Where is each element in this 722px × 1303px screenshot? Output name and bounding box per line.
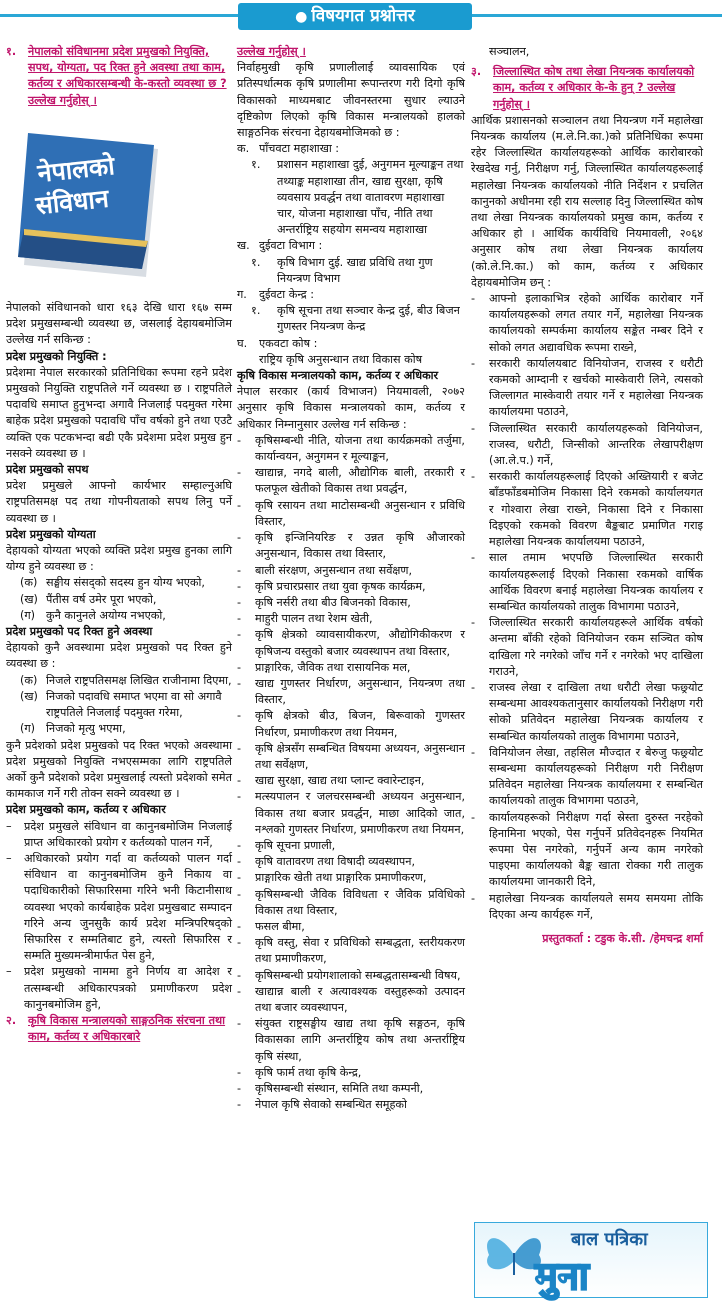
dash-marker: - [471, 551, 476, 565]
dash-marker: - [471, 421, 476, 435]
list-item [237, 660, 465, 676]
list-text: कृषि क्षेत्रसँग सम्बन्धित विषयमा अध्ययन, अनुसन्धान तथा सर्वेक्षण, [255, 741, 465, 771]
dash-marker: - [237, 1098, 242, 1112]
list-text: कृषिसम्बन्धी जैविक विविधता र जैविक प्रविधिको विकास तथा विस्तार, [255, 887, 465, 917]
list-text: जिल्लास्थित सरकारी कार्यालयहरूको विनियोजन, राजस्व, धरौटी, जिन्सीको आन्तरिक लेखापरीक्षण (आ.ले.प.) गर्ने, [489, 421, 703, 468]
list-text: एकवटा कोष : [259, 336, 318, 350]
list-marker: ख. [237, 239, 250, 253]
list-text: सङ्घीय संसद्को सदस्य हुन योग्य भएको, [46, 576, 205, 590]
dash-marker: - [237, 741, 242, 755]
list-item [237, 1081, 465, 1097]
list-marker: १. [251, 158, 261, 172]
list-marker: (ग) [20, 608, 36, 622]
list-text: कृषि इन्जिनियरिङ र उन्नत कृषि औजारको अनुसन्धान, विकास तथा विस्तार, [255, 531, 465, 561]
list-text: प्राङ्गारिक खेती तथा प्राङ्गारिक प्रमाणीकरण, [255, 871, 427, 885]
list-text: फसल बीमा, [255, 919, 305, 933]
question-number: २. [6, 1013, 17, 1027]
question-3 [471, 64, 703, 113]
section-header [238, 3, 472, 30]
dash-marker: - [237, 1065, 242, 1079]
dash-marker: - [237, 1017, 242, 1031]
dash-marker: - [471, 891, 476, 905]
list-text: साल तमाम भएपछि जिल्लास्थित सरकारी कार्यालयहरूलाई दिएको निकासा रकमको वार्षिक आर्थिक विवरण बनाई महालेखा नियन्त्रक कार्यालय र सम्बन्धित कार्यालयको तालुक विभागमा पठाउने, [489, 551, 703, 613]
list-text: निजको पदावधि समाप्त भएमा वा सो अगावै राष्ट्रपतिले निजलाई पदमुक्त गरेमा, [46, 689, 222, 720]
list-text: नेपाल कृषि सेवाको सम्बन्धित समूहको [255, 1098, 407, 1112]
list-item [237, 1016, 465, 1065]
list-text: कुनै कानुनले अयोग्य नभएको, [46, 608, 166, 622]
list-text: कृषि नर्सरी तथा बीउ बिजनको विकास, [255, 595, 411, 609]
list-text: संयुक्त राष्ट्रसङ्घीय खाद्य तथा कृषि सङ्गठन, कृषि विकासका लागि अन्तर्राष्ट्रिय कोष तथा अन्तर्राष्ट्रिय कृषि संस्था, [255, 1017, 465, 1063]
question-text: जिल्लास्थित कोष तथा लेखा नियन्त्रक कार्यालयको काम, कर्तव्य र अधिकार के-के हुन् ? उल्लेख गर्नुहोस् । [493, 65, 695, 111]
list-text: खाद्य गुणस्तर निर्धारण, अनुसन्धान, नियन्त्रण तथा विस्तार, [255, 676, 465, 707]
list-item [471, 356, 703, 421]
subheading: प्रदेश प्रमुखको पद रिक्त हुने अवस्था [6, 625, 153, 639]
column-1 [6, 44, 232, 1045]
list-text: कृषि वातावरण तथा विषादी व्यवस्थापन, [255, 855, 416, 869]
list-text: कार्यालयहरूको निरीक्षण गर्दा स्रेस्ता दुरुस्त नरहेको हिनामिना भएको, पेस गर्नुपर्ने प्रतिवेदनहरू नियमित रूपमा पेस नगरेको, गर्नुपर्ने अन्य काम नगरेको पाइएमा कार्यालयको बैङ्क खाता रोक्का गरी तालुक कार्यालयमा जानकारी दिने, [489, 810, 703, 889]
org-structure-list [237, 141, 465, 352]
dash-marker: - [237, 855, 242, 869]
dash-marker: - [471, 810, 476, 824]
list-item [237, 984, 465, 1016]
list-item [471, 745, 703, 810]
list-item [237, 854, 465, 870]
dash-marker: - [237, 984, 242, 998]
dash-marker: - [471, 470, 476, 484]
org-item [237, 303, 465, 335]
list-item [471, 291, 703, 356]
list-text: कृषि रसायन तथा माटोसम्बन्धी अनुसन्धान र प्रविधि विस्तार, [255, 498, 465, 528]
list-marker: १. [251, 255, 261, 269]
dash-marker: - [237, 1082, 242, 1095]
list-text: महालेखा नियन्त्रक कार्यालयले समय समयमा तोकि दिएका अन्य कार्यहरू गर्ने, [489, 891, 703, 921]
list-item [471, 421, 703, 470]
bullet-icon: ● [295, 9, 308, 25]
constitution-book-image [16, 129, 166, 281]
list-marker: (ख) [20, 592, 38, 606]
dash-marker: - [471, 745, 476, 759]
list-item [6, 689, 232, 721]
dash-marker: - [237, 919, 242, 933]
list-item [237, 563, 465, 579]
list-marker: (ख) [20, 689, 38, 703]
list-item [471, 469, 703, 550]
dash-marker: - [237, 790, 242, 804]
list-item [237, 530, 465, 562]
list-item [6, 592, 232, 608]
list-item [237, 611, 465, 627]
list-marker: (ग) [20, 722, 36, 736]
list-marker: (क) [20, 673, 38, 687]
intro-paragraph: निर्वाहमुखी कृषि प्रणालीलाई व्यावसायिक एवं प्रतिस्पर्धात्मक कृषि प्रणालीमा रूपान्तरण गरी दिगो कृषि विकासको माध्यमबाट जीवनस्तरमा सुधार ल्याउने दृष्टिकोण लिएको कृषि विकास मन्त्रालयको हालको साङ्गठनिक संरचना देहायबमोजिमको छ : [237, 61, 465, 140]
question-continued: उल्लेख गर्नुहोस् । [237, 45, 306, 58]
list-text: निजको मृत्यु भएमा, [46, 722, 126, 736]
list-text: राजस्व लेखा र दाखिला तथा धरौटी लेखा फछ्र्योट सम्बन्धमा आवश्यकतानुसार कार्यालयको निरीक्षण गरी सोको प्रतिवेदन महालेखा नियन्त्रक कार्यालय र सम्बन्धित कार्यालयको तालुक विभागमा पठाउने, [489, 680, 703, 743]
dash-marker: - [237, 774, 242, 788]
dash-marker: - [237, 887, 242, 901]
list-text: कृषि सूचना तथा सञ्चार केन्द्र दुई, बीउ बिजन गुणस्तर नियन्त्रण केन्द्र [277, 304, 460, 334]
list-marker: ग. [237, 288, 247, 302]
list-item [237, 935, 465, 967]
list-text: कृषिसम्बन्धी संस्थान, समिति तथा कम्पनी, [255, 1082, 424, 1095]
dash-marker: - [237, 871, 242, 885]
list-text: अधिकारको प्रयोग गर्दा वा कर्तव्यको पालन गर्दा संविधान वा कानुनबमोजिम कुनै निकाय वा पदाधिकारीको सिफारिसमा गरिने भनी किटानीसाथ व्यवस्था भएको कार्यबाहेक प्रदेश प्रमुखबाट सम्पादन गरिने अन्य जुनसुकै कार्य प्रदेश मन्त्रिपरिषद्को सिफारिस र सम्मतिबाट हुने, त्यस्तो सिफारिस र सम्मति मुख्यमन्त्रीमार्फत पेस हुने, [24, 851, 232, 963]
list-text: प्रदेश प्रमुखले संविधान वा कानुनबमोजिम निजलाई प्राप्त अधिकारको प्रयोग र कर्तव्यको पालन गर्ने, [24, 819, 232, 849]
list-text: कृषि वस्तु, सेवा र प्रविधिको सम्बद्धता, स्तरीयकरण तथा प्रमाणीकरण, [255, 936, 465, 966]
list-text: निजले राष्ट्रपतिसमक्ष लिखित राजीनामा दिएमा, [46, 673, 232, 687]
org-item [237, 157, 465, 238]
list-item [237, 919, 465, 935]
question-1 [6, 44, 232, 109]
list-text: विनियोजन लेखा, तहसिल मौज्दात र बेरुजु फछ्र्योट सम्बन्धमा कार्यालयहरूको निरीक्षण गरी निरीक्षण प्रतिवेदन महालेखा नियन्त्रक कार्यालयमा र सम्बन्धित कार्यालयको तालुक विभागमा पठाउने, [489, 745, 703, 808]
list-text: कृषिसम्बन्धी नीति, योजना तथा कार्यक्रमको तर्जुमा, कार्यान्वयन, अनुगमन र मूल्याङ्कन, [255, 433, 465, 464]
org-item [237, 141, 465, 157]
dash-marker: - [237, 676, 242, 690]
list-item [237, 968, 465, 984]
logo-line-1: बाल पत्रिका [571, 1229, 648, 1250]
list-item [237, 838, 465, 854]
dash-marker: - [237, 531, 242, 545]
list-text: कृषि क्षेत्रको व्यावसायीकरण, औद्योगिकीकरण र कृषिजन्य वस्तुको बजार व्यवस्थापन तथा विस्तार, [255, 628, 465, 658]
list-item [237, 870, 465, 886]
list-text: प्राङ्गारिक, जैविक तथा रासायनिक मल, [255, 660, 411, 674]
dash-marker: - [237, 563, 242, 577]
list-item [471, 615, 703, 680]
list-text: प्रशासन महाशाखा दुई, अनुगमन मूल्याङ्कन तथा तथ्याङ्क महाशाखा तीन, खाद्य सुरक्षा, कृषि व्यवसाय प्रवर्द्धन तथा वातावरण महाशाखा चार, योजना महाशाखा पाँच, नीति तथा अन्तर्राष्ट्रिय सहयोग समन्वय महाशाखा [277, 158, 464, 237]
list-text: कृषि प्रचारप्रसार तथा युवा कृषक कार्यक्रम, [255, 579, 426, 593]
list-item [237, 1097, 465, 1113]
list-item [237, 1065, 465, 1081]
list-item [471, 550, 703, 615]
list-item [237, 789, 465, 838]
list-text: खाद्यान्न बाली र अत्यावश्यक वस्तुहरूको उत्पादन तथा बजार व्यवस्थापन, [255, 984, 465, 1014]
list-text: खाद्यान्न, नगदे बाली, औद्योगिक बाली, तरकारी र फलफूल खेतीको विकास तथा प्रवर्द्धन, [255, 466, 465, 496]
author-credit: प्रस्तुतकर्ता : टडुक के.सी. /हेमचन्द्र शर्मा [542, 931, 703, 945]
list-text: प्रदेश प्रमुखको नाममा हुने निर्णय वा आदेश र तत्सम्बन्धी अधिकारपत्रको प्रमाणीकरण प्रदेश कानुनबमोजिम हुने, [24, 965, 232, 1011]
paragraph: देहायको योग्यता भएको व्यक्ति प्रदेश प्रमुख हुनका लागि योग्य हुने व्यवस्था छ : [6, 544, 232, 574]
paragraph: प्रदेशमा नेपाल सरकारको प्रतिनिधिका रूपमा रहने प्रदेश प्रमुखको नियुक्ति राष्ट्रपतिले गर्ने व्यवस्था छ । राष्ट्रपतिले पदावधि समाप्त हुनुभन्दा अगावै निजलाई पदमुक्त गरेमा बाहेक प्रदेश प्रमुखको पदावधि पाँच वर्षको हुने तथा एउटै व्यक्ति एक पटकभन्दा बढी एकै प्रदेशमा प्रदेश प्रमुख हुन नसक्ने व्यवस्था छ । [6, 365, 232, 460]
list-text: कृषि क्षेत्रको बीउ, बिजन, बिरूवाको गुणस्तर निर्धारण, प्रमाणीकरण तथा नियमन, [255, 709, 465, 739]
dash-marker: - [471, 356, 476, 370]
list-item [237, 579, 465, 595]
column-2 [237, 44, 465, 1113]
ministry-duty-list [237, 433, 465, 1114]
question-text: कृषि विकास मन्त्रालयको साङ्गठनिक संरचना तथा काम, कर्तव्य र अधिकारबारे [28, 1013, 226, 1044]
dash-marker: - [237, 838, 242, 852]
dash-marker: - [237, 660, 242, 674]
list-text: मत्स्यपालन र जलचरसम्बन्धी अध्ययन अनुसन्धान, विकास तथा बजार प्रवर्द्धन, माछा आदिको जात, नश्लको गुणस्तर निर्धारण, प्रमाणीकरण तथा नियमन, [255, 790, 465, 836]
muna-logo-ad [474, 1222, 708, 1298]
list-item [6, 575, 232, 591]
paragraph: देहायको कुनै अवस्थामा प्रदेश प्रमुखको पद रिक्त हुने व्यवस्था छ : [6, 641, 232, 671]
dash-marker: - [237, 709, 242, 723]
intro-paragraph: आर्थिक प्रशासनको सञ्चालन तथा नियन्त्रण गर्ने महालेखा नियन्त्रक कार्यालय (म.ले.नि.का.)को प्रतिनिधिका रूपमा रहेर जिल्लास्थित कार्यालयहरूको आर्थिक कारोबारको रेखदेख गर्नु, निरीक्षण गर्नु, जिल्लास्थित कार्यालयहरूलाई महालेखा नियन्त्रक कार्यालयको नीति निर्देशन र प्रचलित कानुनको अधीनमा रही राय सल्लाह दिनु जिल्लास्थित कोष तथा लेखा नियन्त्रक कार्यालयको प्रमुख काम, कर्तव्य र अधिकार हो । आर्थिक कार्यविधि नियमावली, २०६४ अनुसार कोष तथा लेखा नियन्त्रक कार्यालय (को.ले.नि.का.) को काम, कर्तव्य र अधिकार देहायबमोजिम छन् : [471, 113, 703, 289]
subheading: प्रदेश प्रमुखको नियुक्ति : [6, 349, 107, 363]
dash-marker: – [6, 819, 12, 833]
list-item [6, 819, 232, 851]
list-item [237, 433, 465, 465]
list-item [237, 887, 465, 919]
list-marker: (क) [20, 576, 38, 590]
book-title-2: संविधान [34, 183, 111, 220]
list-item [237, 595, 465, 611]
list-item [471, 891, 703, 923]
list-text: कृषि सूचना प्रणाली, [255, 838, 336, 852]
list-text: पाँचवटा महाशाखा : [259, 142, 340, 156]
list-text: बाली संरक्षण, अनुसन्धान तथा सर्वेक्षण, [255, 563, 413, 577]
question-number: १. [6, 45, 17, 58]
list-text: कृषि विभाग दुई. खाद्य प्रविधि तथा गुण नियन्त्रण विभाग [277, 255, 433, 285]
logo-line-2: मुना [535, 1254, 589, 1298]
list-text: कृषि फार्म तथा कृषि केन्द्र, [255, 1065, 362, 1079]
list-item [471, 680, 703, 745]
list-text: आफ्नो इलाकाभित्र रहेको आर्थिक कारोबार गर्ने कार्यालयहरूको लगत तयार गर्ने, महालेखा नियन्त्रक कार्यालयको सम्पर्कमा कार्यालय सङ्केत नम्बर दिने र सोको लगत अद्यावधिक रूपमा राख्ने, [489, 292, 703, 354]
column-3 [471, 44, 703, 947]
list-item [6, 721, 232, 737]
dash-marker: - [237, 628, 242, 642]
list-item [237, 708, 465, 740]
dash-marker: - [237, 433, 242, 447]
dash-marker: - [471, 616, 476, 630]
list-item [6, 673, 232, 689]
dash-marker: - [237, 579, 242, 593]
dash-marker: - [471, 292, 476, 306]
org-item [237, 287, 465, 303]
list-item [237, 676, 465, 708]
list-text: पैंतीस वर्ष उमेर पूरा भएको, [46, 592, 157, 606]
dash-marker: - [237, 466, 242, 480]
subheading: कृषि विकास मन्त्रालयको काम, कर्तव्य र अधिकार [237, 369, 439, 383]
paragraph: नेपाल सरकार (कार्य विभाजन) नियमावली, २०७२ अनुसार कृषि विकास मन्त्रालयको काम, कर्तव्य र अधिकार निम्नानुसार उल्लेख गर्न सकिन्छ : [237, 385, 465, 431]
list-text: दुईवटा केन्द्र : [259, 288, 315, 302]
intro-paragraph: नेपालको संविधानको धारा १६३ देखि धारा १६७ सम्म प्रदेश प्रमुखसम्बन्धी व्यवस्था छ, जसलाई देहायबमोजिम उल्लेख गर्न सकिन्छ : [6, 301, 232, 347]
list-item [237, 498, 465, 530]
subheading: प्रदेश प्रमुखको योग्यता [6, 527, 96, 541]
question-2 [6, 1013, 232, 1045]
book-title-1: नेपालको [36, 150, 116, 188]
list-text: माहुरी पालन तथा रेशम खेती, [255, 612, 373, 626]
list-item [6, 608, 232, 624]
subheading: प्रदेश प्रमुखको सपथ [6, 463, 89, 477]
list-text: खाद्य सुरक्षा, खाद्य तथा प्लान्ट क्वारेन्टाइन, [255, 774, 425, 788]
list-item [6, 851, 232, 964]
question-number: ३. [471, 65, 482, 79]
question-text: नेपालको संविधानमा प्रदेश प्रमुखको नियुक्ति, सपथ, योग्यता, पद रिक्त हुने अवस्था तथा काम, कर्तव्य र अधिकारसम्बन्धी के-कस्तो व्यवस्था छ ? उल्लेख गर्नुहोस् । [28, 45, 227, 107]
office-duty-list [471, 291, 703, 923]
list-item [237, 741, 465, 773]
org-item [237, 238, 465, 254]
list-item [237, 627, 465, 659]
list-marker: घ. [237, 336, 248, 350]
dash-marker: - [237, 595, 242, 609]
list-text: जिल्लास्थित सरकारी कार्यालयहरूले आर्थिक वर्षको अन्तमा बाँकी रहेको विनियोजन रकम सञ्चित कोष दाखिला गरे नगरेको जाँच गर्ने र नगरेको भए दाखिला गराउने, [489, 616, 703, 678]
org-item [237, 255, 465, 287]
list-text: सरकारी कार्यालयहरूलाई दिएको अख्तियारी र बजेट बाँडफाँडबमोजिम निकासा दिने रकमको कार्यालयगत र गोश्वारा लेखा राख्ने, निकासा दिने र निकासा दिइएको रकमको विवरण बैङ्कबाट प्रमाणित गराइ महालेखा नियन्त्रक कार्यालयमा पठाउने, [489, 470, 703, 549]
dash-marker: - [237, 968, 242, 982]
fund-text: राष्ट्रिय कृषि अनुसन्धान तथा विकास कोष [259, 352, 423, 366]
paragraph: प्रदेश प्रमुखले आफ्नो कार्यभार सम्हाल्नुअघि राष्ट्रपतिसमक्ष पद तथा गोपनीयताको सपथ लिनु पर्ने व्यवस्था छ । [6, 479, 232, 525]
section-title: विषयगत प्रश्नोत्तर [311, 6, 415, 26]
list-text: दुईवटा विभाग : [259, 239, 323, 253]
org-item [237, 336, 465, 352]
list-item [237, 773, 465, 789]
list-marker: क. [237, 142, 250, 156]
list-item [6, 964, 232, 1013]
dash-marker: - [471, 680, 476, 694]
dash-marker: - [237, 612, 242, 626]
list-text: कृषिसम्बन्धी प्रयोगशालाको सम्बद्धतासम्बन्धी विषय, [255, 968, 461, 982]
dash-marker: – [6, 965, 12, 979]
list-item [237, 465, 465, 497]
dash-marker: – [6, 851, 12, 865]
subheading: प्रदेश प्रमुखको काम, कर्तव्य र अधिकार [6, 803, 166, 817]
dash-marker: - [237, 936, 242, 950]
continued-text: सञ्चालन, [489, 45, 530, 58]
list-text: सरकारी कार्यालयबाट विनियोजन, राजस्व र धरौटी रकमको आम्दानी र खर्चको मास्केवारी लिने, त्यसको जिल्लागत मास्केवारी तयार गर्ने र महालेखा नियन्त्रक कार्यालयमा पठाउने, [489, 356, 703, 419]
list-marker: १. [251, 304, 261, 318]
dash-marker: - [237, 498, 242, 512]
list-item [471, 810, 703, 891]
paragraph: कुनै प्रदेशको प्रदेश प्रमुखको पद रिक्त भएको अवस्थामा प्रदेश प्रमुखको नियुक्ति नभएसम्मका लागि राष्ट्रपतिले अर्को कुनै प्रदेशको प्रदेश प्रमुखलाई त्यस्तो प्रदेशको समेत कामकाज गर्ने गरी तोक्न सक्ने व्यवस्था छ । [6, 738, 232, 801]
